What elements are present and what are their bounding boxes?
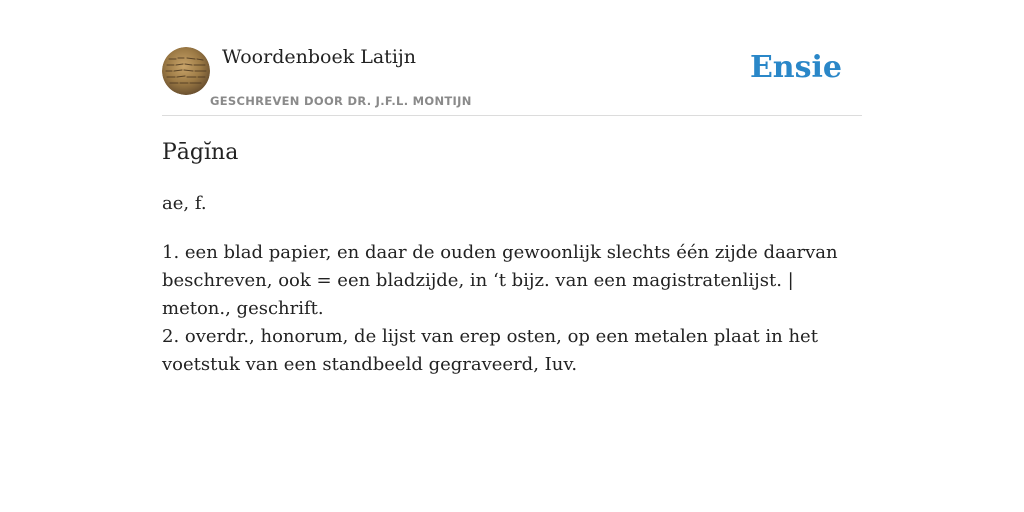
dictionary-title[interactable]: Woordenboek Latijn [222,46,417,68]
ancient-inscription-logo-icon[interactable] [162,47,210,95]
definition-item: 2. overdr., honorum, de lijst van erep osten, op een metalen plaat in het voetstuk van een standbeeld gegraveerd, Iuv. [162,326,818,375]
entry-headword: Pāgĭna [162,140,239,165]
author-byline: GESCHREVEN DOOR DR. J.F.L. MONTIJN [210,94,472,108]
page-container [162,0,862,375]
entry-definitions [162,239,862,379]
site-header [162,0,862,116]
definition-item: 1. een blad papier, en daar de ouden gewoonlijk slechts één zijde daarvan beschreven, ook = een bladzijde, in ‘t bijz. van een magistratenlijst. | meton., geschrift. [162,242,838,319]
entry-grammar: ae, f. [162,193,207,214]
ensie-brand-link[interactable]: Ensie [749,50,842,85]
